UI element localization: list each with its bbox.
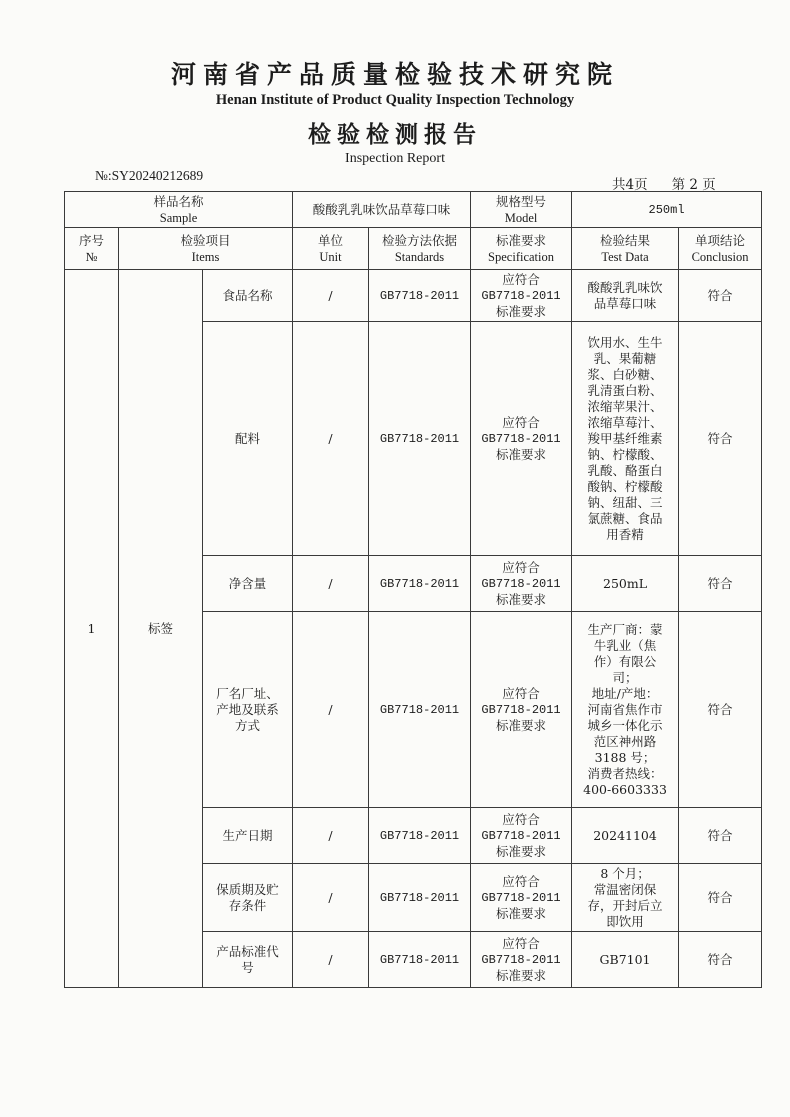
item-name-line: 食品名称 xyxy=(222,287,273,303)
inspection-table xyxy=(64,191,762,988)
test-data-cell-line: 乳酸、酪蛋白 xyxy=(587,462,663,478)
spec-cell-line: GB7718-2011 xyxy=(481,828,561,843)
model-value: 250ml xyxy=(572,192,762,228)
conclusion-cell: 符合 xyxy=(679,932,762,988)
standard-cell: GB7718-2011 xyxy=(369,932,471,988)
col-spec-en: Specification xyxy=(488,249,554,264)
spec-cell-line: 应符合 xyxy=(502,935,540,951)
standard-cell: GB7718-2011 xyxy=(369,808,471,864)
test-data-cell xyxy=(572,932,679,988)
test-data-cell-line: 乳、果葡糖 xyxy=(593,350,657,366)
model-label-cn: 规格型号 xyxy=(496,193,547,209)
test-data-cell-line: 浆、白砂糖、 xyxy=(587,366,663,382)
test-data-cell-line: 河南省焦作市 xyxy=(587,701,663,717)
col-standards-cn: 检验方法依据 xyxy=(382,232,458,248)
item-name xyxy=(203,864,293,932)
standard-cell: GB7718-2011 xyxy=(369,270,471,322)
spec-cell-line: GB7718-2011 xyxy=(481,576,561,591)
spec-cell xyxy=(471,556,572,612)
test-data-cell xyxy=(572,270,679,322)
spec-cell-line: 应符合 xyxy=(502,414,540,430)
item-name xyxy=(203,556,293,612)
sample-label-en: Sample xyxy=(159,210,198,225)
test-data-cell-line: 3188 号； xyxy=(594,749,656,765)
col-unit xyxy=(293,228,369,270)
item-name xyxy=(203,270,293,322)
model-label xyxy=(471,192,572,228)
spec-cell-line: 应符合 xyxy=(502,271,540,287)
unit-cell: / xyxy=(293,932,369,988)
report-title-cn: 检验检测报告 xyxy=(308,121,482,148)
test-data-cell-line: 地址/产地： xyxy=(591,685,659,701)
model-label-en: Model xyxy=(504,210,538,225)
test-data-cell-line: 牛乳业（焦 xyxy=(593,637,657,653)
col-items xyxy=(119,228,293,270)
standard-cell: GB7718-2011 xyxy=(369,556,471,612)
test-data-cell-line: 羧甲基纤维素 xyxy=(587,430,663,446)
test-data-cell-line: 存，开封后立 xyxy=(587,897,663,913)
test-data-cell-line: 钠、纽甜、三 xyxy=(587,494,663,510)
test-data-cell-line: 浓缩苹果汁、 xyxy=(587,398,663,414)
standard-cell: GB7718-2011 xyxy=(369,612,471,808)
spec-cell-line: 应符合 xyxy=(502,873,540,889)
conclusion-cell: 符合 xyxy=(679,556,762,612)
sample-name: 酸酸乳乳味饮品草莓口味 xyxy=(293,192,471,228)
test-data-cell xyxy=(572,322,679,556)
spec-cell-line: 应符合 xyxy=(502,559,540,575)
item-name-line: 存条件 xyxy=(228,897,267,913)
spec-cell xyxy=(471,808,572,864)
col-conclusion-cn: 单项结论 xyxy=(695,232,746,248)
item-name-line: 厂名厂址、 xyxy=(216,685,279,701)
spec-cell xyxy=(471,864,572,932)
conclusion-cell: 符合 xyxy=(679,808,762,864)
spec-cell-line: 标准要求 xyxy=(496,843,547,859)
test-data-cell-line: 酸钠、柠檬酸 xyxy=(587,478,663,494)
spec-cell-line: 标准要求 xyxy=(496,905,547,921)
test-data-cell xyxy=(572,864,679,932)
col-conclusion xyxy=(679,228,762,270)
item-name-line: 产品标准代 xyxy=(216,943,279,959)
table-row xyxy=(65,270,762,322)
test-data-cell-line: 钠、柠檬酸、 xyxy=(587,446,663,462)
unit-cell: / xyxy=(293,864,369,932)
spec-cell-line: 标准要求 xyxy=(496,446,547,462)
page-indicator xyxy=(612,173,716,193)
item-name-line: 生产日期 xyxy=(222,827,273,843)
sample-label-cn: 样品名称 xyxy=(153,193,204,209)
item-name xyxy=(203,612,293,808)
spec-cell-line: 应符合 xyxy=(502,811,540,827)
item-name xyxy=(203,808,293,864)
col-spec xyxy=(471,228,572,270)
col-conclusion-en: Conclusion xyxy=(691,249,749,264)
test-data-cell xyxy=(572,556,679,612)
standard-cell: GB7718-2011 xyxy=(369,322,471,556)
conclusion-cell: 符合 xyxy=(679,270,762,322)
test-data-cell-line: 浓缩草莓汁、 xyxy=(587,414,663,430)
test-data-cell-line: 400-6603333 xyxy=(583,781,667,797)
item-name-line: 产地及联系 xyxy=(216,701,279,717)
test-data-cell-line: 品草莓口味 xyxy=(593,295,657,311)
test-data-cell-line: 20241104 xyxy=(593,827,657,843)
institute-name-cn: 河南省产品质量检验技术研究院 xyxy=(170,60,619,89)
spec-cell-line: GB7718-2011 xyxy=(481,431,561,446)
unit-cell: / xyxy=(293,808,369,864)
test-data-cell-line: 250mL xyxy=(603,575,648,591)
test-data-cell-line: 8 个月； xyxy=(600,865,650,881)
test-data-cell-line: 常温密闭保 xyxy=(593,881,657,897)
spec-cell xyxy=(471,270,572,322)
spec-cell-line: GB7718-2011 xyxy=(481,702,561,717)
col-data-cn: 检验结果 xyxy=(600,232,651,248)
item-name-line: 净含量 xyxy=(228,575,267,591)
test-data-cell-line: 酸酸乳乳味饮 xyxy=(587,279,663,295)
unit-cell: / xyxy=(293,612,369,808)
test-data-cell-line: 司； xyxy=(612,669,638,685)
institute-name-en: Henan Institute of Product Quality Inspection Technology xyxy=(215,92,575,108)
spec-cell-line: 标准要求 xyxy=(496,303,547,319)
item-name-line: 方式 xyxy=(235,717,261,733)
current-page: 第 2 页 xyxy=(671,177,716,193)
unit-cell: / xyxy=(293,322,369,556)
total-pages: 共4页 xyxy=(612,177,648,193)
sample-label xyxy=(65,192,293,228)
col-unit-en: Unit xyxy=(319,249,342,264)
conclusion-cell: 符合 xyxy=(679,864,762,932)
test-data-cell-line: 即饮用 xyxy=(606,913,644,929)
col-unit-cn: 单位 xyxy=(318,232,344,248)
report-title-en: Inspection Report xyxy=(345,151,445,166)
col-no-cn: 序号 xyxy=(78,232,104,248)
spec-cell xyxy=(471,932,572,988)
test-data-cell-line: 乳清蛋白粉、 xyxy=(587,382,663,398)
item-name xyxy=(203,932,293,988)
spec-cell-line: GB7718-2011 xyxy=(481,288,561,303)
spec-cell xyxy=(471,322,572,556)
test-data-cell-line: GB7101 xyxy=(599,951,651,967)
col-data-en: Test Data xyxy=(601,249,649,264)
unit-cell: / xyxy=(293,556,369,612)
report-number: №:SY20240212689 xyxy=(95,168,204,183)
test-data-cell xyxy=(572,808,679,864)
conclusion-cell: 符合 xyxy=(679,612,762,808)
test-data-cell-line: 作）有限公 xyxy=(593,653,657,669)
test-data-cell-line: 生产厂商：蒙 xyxy=(587,621,663,637)
conclusion-cell: 符合 xyxy=(679,322,762,556)
spec-cell-line: 标准要求 xyxy=(496,591,547,607)
test-data-cell-line: 消费者热线： xyxy=(587,765,663,781)
column-header-row xyxy=(65,228,762,270)
spec-cell-line: GB7718-2011 xyxy=(481,890,561,905)
item-name-line: 配料 xyxy=(235,430,261,446)
col-data xyxy=(572,228,679,270)
test-data-cell-line: 用香精 xyxy=(606,526,644,542)
test-data-cell-line: 饮用水、生牛 xyxy=(587,334,663,350)
group-name: 标签 xyxy=(119,270,203,988)
test-data-cell-line: 城乡一体化示 xyxy=(587,717,663,733)
spec-cell xyxy=(471,612,572,808)
col-items-en: Items xyxy=(191,249,220,264)
col-no xyxy=(65,228,119,270)
spec-cell-line: 标准要求 xyxy=(496,717,547,733)
col-no-en: № xyxy=(85,249,98,264)
item-name-line: 号 xyxy=(241,959,254,975)
item-name-line: 保质期及贮 xyxy=(216,881,279,897)
spec-cell-line: 标准要求 xyxy=(496,967,547,983)
test-data-cell xyxy=(572,612,679,808)
col-items-cn: 检验项目 xyxy=(180,232,231,248)
spec-cell-line: GB7718-2011 xyxy=(481,952,561,967)
standard-cell: GB7718-2011 xyxy=(369,864,471,932)
spec-cell-line: 应符合 xyxy=(502,685,540,701)
col-standards-en: Standards xyxy=(394,249,445,264)
item-name xyxy=(203,322,293,556)
group-number: 1 xyxy=(65,270,119,988)
test-data-cell-line: 氯蔗糖、食品 xyxy=(587,510,663,526)
test-data-cell-line: 范区神州路 xyxy=(593,733,657,749)
col-standards xyxy=(369,228,471,270)
unit-cell: / xyxy=(293,270,369,322)
col-spec-cn: 标准要求 xyxy=(496,232,547,248)
sample-row xyxy=(65,192,762,228)
